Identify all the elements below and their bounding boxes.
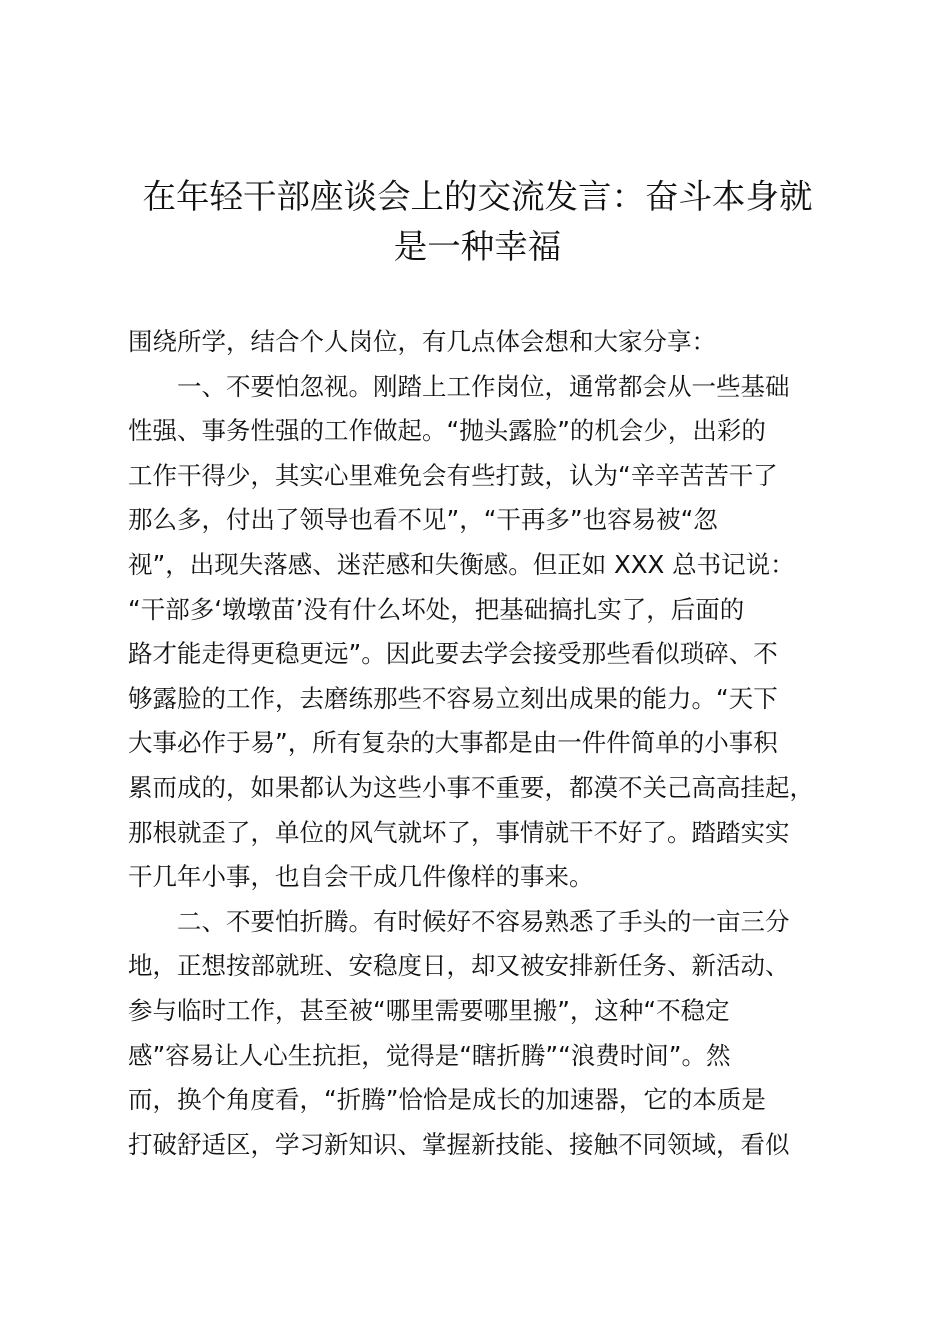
paragraph-line: 打破舒适区，学习新知识、掌握新技能、接触不同领域，看似 [128,1129,790,1159]
paragraph-line: 地，正想按部就班、安稳度日，却又被安排新任务、新活动、 [128,951,790,981]
paragraph-line: “干部多‘墩墩苗’没有什么坏处，把基础搞扎实了，后面的 [128,594,745,624]
title-line: 在年轻干部座谈会上的交流发言：奋斗本身就 [142,177,813,216]
paragraph-line: 够露脸的工作，去磨练那些不容易立刻出成果的能力。“天下 [128,683,778,713]
paragraph-line: 一、不要怕忽视。刚踏上工作岗位，通常都会从一些基础 [177,371,790,401]
intro-line: 围绕所学，结合个人岗位，有几点体会想和大家分享： [128,327,716,356]
paragraph-line: 感”容易让人心生抗拒，觉得是“瞎折腾”“浪费时间”。然 [128,1040,731,1070]
paragraph-line: 路才能走得更稳更远”。因此要去学会接受那些看似琐碎、不 [128,639,778,669]
paragraph-line: 二、不要怕折腾。有时候好不容易熟悉了手头的一亩三分 [177,906,790,936]
document-body [128,320,843,1167]
paragraph-line: 而，换个角度看，“折腾”恰恰是成长的加速器，它的本质是 [128,1085,766,1115]
document-title [120,172,835,272]
paragraph-2 [128,900,843,1168]
paragraph-line: 那根就歪了，单位的风气就坏了，事情就干不好了。踏踏实实 [128,817,790,847]
paragraph-line: 干几年小事，也自会干成几件像样的事来。 [128,862,594,892]
paragraph-line: 性强、事务性强的工作做起。“抛头露脸”的机会少，出彩的 [128,416,766,446]
paragraph-line: 参与临时工作，甚至被“哪里需要哪里搬”，这种“不稳定 [128,995,730,1025]
paragraph-line: 那么多，付出了领导也看不见”，“干再多”也容易被“忽 [128,505,718,535]
title-line: 是一种幸福 [393,227,562,266]
paragraph-line: 大事必作于易”，所有复杂的大事都是由一件件简单的小事积 [128,728,778,758]
paragraph-1 [128,365,843,900]
paragraph-line: 累而成的，如果都认为这些小事不重要，都漠不关己高高挂起， [128,772,814,802]
paragraph-line: 工作干得少，其实心里难免会有些打鼓，认为“辛辛苦苦干了 [128,460,778,490]
paragraph-line: 视”，出现失落感、迷茫感和失衡感。但正如 XXX 总书记说： [128,549,795,579]
